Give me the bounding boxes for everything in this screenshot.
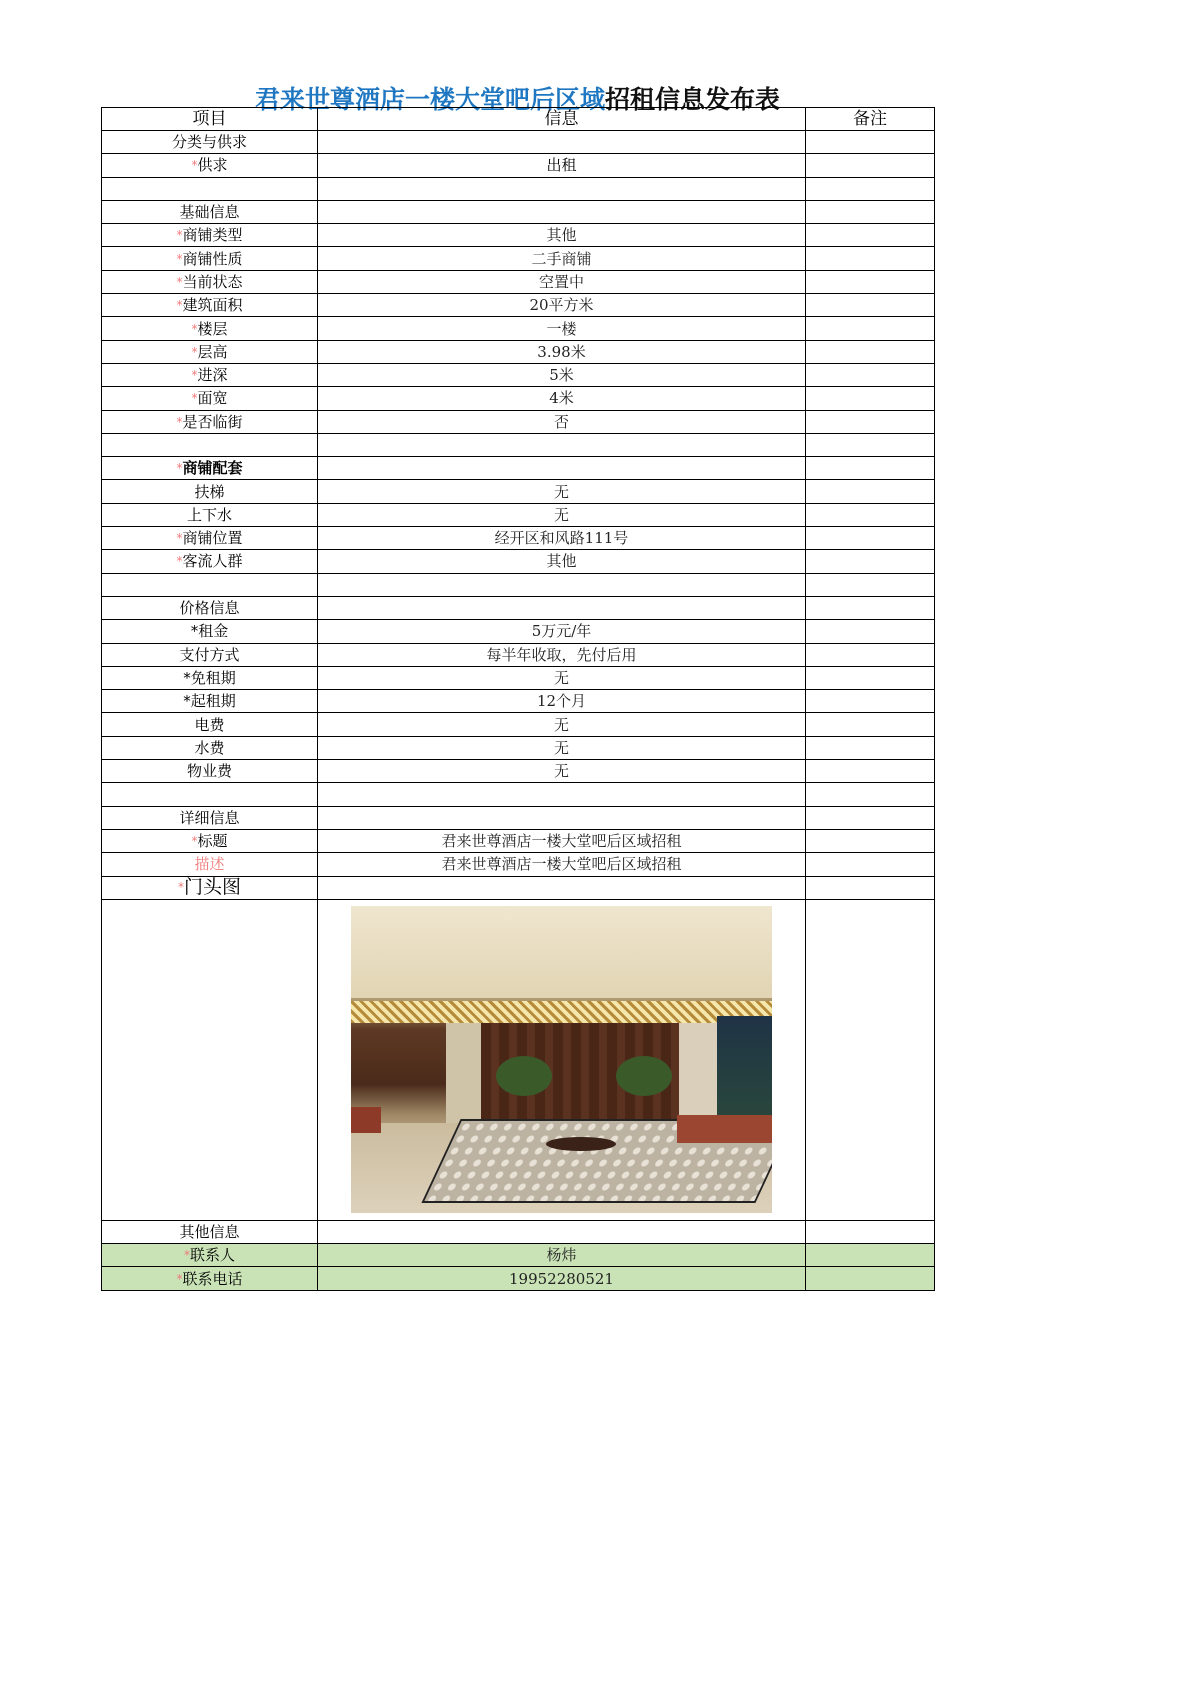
row-label: 是否临街 (182, 412, 243, 431)
photo-ceiling-lattice (351, 1001, 772, 1023)
table-row (102, 247, 935, 270)
row-label: 联系电话 (182, 1269, 243, 1288)
required-asterisk-icon: * (191, 391, 198, 406)
row-label-cell (102, 760, 318, 783)
row-label-cell (102, 433, 318, 456)
required-asterisk-icon: * (191, 834, 198, 849)
row-label: 建筑面积 (182, 296, 243, 315)
row-label-cell (102, 713, 318, 736)
row-note-cell (806, 1244, 935, 1267)
table-row (102, 410, 935, 433)
photo-sofa (677, 1115, 772, 1143)
row-label-cell (102, 340, 318, 363)
row-value-cell: 经开区和风路111号 (318, 527, 806, 550)
row-label-cell (102, 620, 318, 643)
row-label-cell (102, 690, 318, 713)
required-asterisk-icon: * (176, 414, 183, 429)
required-asterisk-icon: * (183, 1248, 190, 1263)
row-note-cell (806, 177, 935, 200)
table-row (102, 363, 935, 386)
table-row (102, 270, 935, 293)
row-label-cell (102, 270, 318, 293)
table-row (102, 177, 935, 200)
table-row (102, 550, 935, 573)
rental-info-table (101, 107, 935, 1291)
table-row (102, 1267, 935, 1290)
row-label-cell (102, 876, 318, 899)
row-value-cell: 5万元/年 (318, 620, 806, 643)
table-row (102, 806, 935, 829)
row-value-cell: 19952280521 (318, 1267, 806, 1290)
row-value-cell (318, 200, 806, 223)
row-value-cell: 无 (318, 760, 806, 783)
table-row (102, 853, 935, 876)
row-label-cell (102, 783, 318, 806)
row-note-cell (806, 317, 935, 340)
row-value-cell: 出租 (318, 154, 806, 177)
row-note-cell (806, 550, 935, 573)
row-note-cell (806, 1267, 935, 1290)
row-note-cell (806, 760, 935, 783)
row-value-cell: 无 (318, 736, 806, 759)
row-label-cell (102, 550, 318, 573)
row-label: 进深 (197, 366, 228, 385)
header-info: 信息 (318, 108, 806, 131)
photo-row (102, 899, 935, 1220)
row-label: 当前状态 (182, 272, 243, 291)
row-note-cell (806, 806, 935, 829)
row-note-cell (806, 433, 935, 456)
row-label: 上下水 (186, 505, 232, 524)
table-row (102, 713, 935, 736)
table-row (102, 1244, 935, 1267)
row-value-cell (318, 433, 806, 456)
row-value-cell: 杨炜 (318, 1244, 806, 1267)
table-row (102, 387, 935, 410)
row-value-cell (318, 1220, 806, 1243)
row-label: 描述 (194, 855, 225, 874)
required-asterisk-icon: * (191, 368, 198, 383)
table-row (102, 573, 935, 596)
required-asterisk-icon: * (191, 321, 198, 336)
row-label: 支付方式 (179, 645, 240, 664)
row-note-cell (806, 620, 935, 643)
row-label-cell (102, 1267, 318, 1290)
row-label: *免租期 (183, 668, 236, 687)
row-value-cell: 无 (318, 480, 806, 503)
row-label: 其他信息 (179, 1222, 240, 1241)
row-value-cell: 每半年收取，先付后用 (318, 643, 806, 666)
row-note-cell (806, 480, 935, 503)
row-note-cell (806, 596, 935, 619)
table-row (102, 666, 935, 689)
row-label: 楼层 (197, 319, 228, 338)
header-item: 项目 (102, 108, 318, 131)
table-row (102, 317, 935, 340)
table-row (102, 1220, 935, 1243)
row-value-cell: 无 (318, 713, 806, 736)
row-label-cell (102, 480, 318, 503)
row-label-cell (102, 829, 318, 852)
row-label-cell (102, 457, 318, 480)
row-label: 水费 (194, 738, 225, 757)
photo-label-cell (102, 899, 318, 1220)
required-asterisk-icon: * (176, 228, 183, 243)
table-row (102, 736, 935, 759)
row-note-cell (806, 363, 935, 386)
table-header-row (102, 108, 935, 131)
row-label-cell (102, 387, 318, 410)
required-asterisk-icon: * (176, 461, 183, 476)
table-row (102, 783, 935, 806)
row-label: 标题 (197, 832, 228, 851)
row-value-cell: 否 (318, 410, 806, 433)
header-note: 备注 (806, 108, 935, 131)
row-label: 商铺位置 (182, 529, 243, 548)
row-label-cell (102, 363, 318, 386)
row-value-cell: 其他 (318, 550, 806, 573)
row-label: 分类与供求 (171, 133, 247, 152)
row-note-cell (806, 527, 935, 550)
required-asterisk-icon: * (176, 298, 183, 313)
photo-ceiling (351, 906, 772, 998)
row-value-cell (318, 457, 806, 480)
photo-cell (318, 899, 806, 1220)
row-note-cell (806, 643, 935, 666)
required-asterisk-icon: * (191, 158, 198, 173)
row-label-cell (102, 154, 318, 177)
row-note-cell (806, 457, 935, 480)
row-value-cell: 3.98米 (318, 340, 806, 363)
table-row (102, 760, 935, 783)
row-value-cell (318, 876, 806, 899)
table-row (102, 503, 935, 526)
row-value-cell: 空置中 (318, 270, 806, 293)
row-label: 层高 (197, 342, 228, 361)
row-label: 客流人群 (182, 552, 243, 571)
row-note-cell (806, 713, 935, 736)
table-row (102, 876, 935, 899)
title-black-part: 招租信息发布表 (605, 85, 781, 114)
table-row (102, 154, 935, 177)
row-value-cell: 20平方米 (318, 294, 806, 317)
row-value-cell: 无 (318, 666, 806, 689)
table-row (102, 294, 935, 317)
row-note-cell (806, 736, 935, 759)
row-note-cell (806, 387, 935, 410)
required-asterisk-icon: * (176, 531, 183, 546)
row-note-cell (806, 247, 935, 270)
row-label-cell (102, 503, 318, 526)
row-label-cell (102, 736, 318, 759)
row-label: 面宽 (197, 389, 228, 408)
required-asterisk-icon: * (177, 880, 184, 895)
row-value-cell (318, 596, 806, 619)
row-value-cell (318, 177, 806, 200)
row-label: 商铺性质 (182, 249, 243, 268)
row-label: 供求 (197, 156, 228, 175)
row-value-cell: 5米 (318, 363, 806, 386)
row-label: 基础信息 (179, 203, 240, 222)
row-label-cell (102, 317, 318, 340)
row-note-cell (806, 573, 935, 596)
row-label: *起租期 (183, 692, 236, 711)
row-value-cell: 君来世尊酒店一楼大堂吧后区域招租 (318, 853, 806, 876)
row-label: 详细信息 (179, 808, 240, 827)
required-asterisk-icon: * (176, 274, 183, 289)
table-row (102, 433, 935, 456)
photo-sofa (351, 1107, 381, 1133)
row-note-cell (806, 270, 935, 293)
row-label-cell (102, 294, 318, 317)
table-row (102, 596, 935, 619)
table-row (102, 643, 935, 666)
row-note-cell (806, 829, 935, 852)
table-row (102, 457, 935, 480)
row-note-cell (806, 666, 935, 689)
row-value-cell: 4米 (318, 387, 806, 410)
row-value-cell (318, 806, 806, 829)
row-value-cell: 其他 (318, 224, 806, 247)
required-asterisk-icon: * (176, 1271, 183, 1286)
row-note-cell (806, 340, 935, 363)
row-label-cell (102, 1244, 318, 1267)
row-label-cell (102, 131, 318, 154)
row-value-cell: 无 (318, 503, 806, 526)
row-label-cell (102, 527, 318, 550)
row-note-cell (806, 876, 935, 899)
row-note-cell (806, 294, 935, 317)
row-note-cell (806, 224, 935, 247)
table-row (102, 527, 935, 550)
row-note-cell (806, 200, 935, 223)
row-note-cell (806, 690, 935, 713)
table-row (102, 620, 935, 643)
row-note-cell (806, 503, 935, 526)
row-note-cell (806, 1220, 935, 1243)
row-value-cell: 12个月 (318, 690, 806, 713)
row-note-cell (806, 853, 935, 876)
row-label: 扶梯 (194, 482, 225, 501)
row-label-cell (102, 596, 318, 619)
row-label-cell (102, 200, 318, 223)
table-row (102, 224, 935, 247)
row-label-cell (102, 853, 318, 876)
row-value-cell (318, 131, 806, 154)
storefront-photo (351, 906, 772, 1213)
table-row (102, 829, 935, 852)
row-label-cell (102, 247, 318, 270)
row-label-cell (102, 806, 318, 829)
table-row (102, 480, 935, 503)
title-blue-part: 君来世尊酒店一楼大堂吧后区域 (254, 85, 605, 114)
required-asterisk-icon: * (176, 251, 183, 266)
row-value-cell: 二手商铺 (318, 247, 806, 270)
row-value-cell: 君来世尊酒店一楼大堂吧后区域招租 (318, 829, 806, 852)
row-label: *租金 (190, 622, 229, 641)
row-value-cell (318, 783, 806, 806)
required-asterisk-icon: * (191, 344, 198, 359)
table-row (102, 340, 935, 363)
row-label: 联系人 (189, 1246, 235, 1265)
table-row (102, 131, 935, 154)
row-label-cell (102, 177, 318, 200)
row-value-cell (318, 573, 806, 596)
row-label-cell (102, 643, 318, 666)
row-label: 门头图 (183, 876, 241, 899)
table-row (102, 690, 935, 713)
row-label-cell (102, 410, 318, 433)
row-label: 物业费 (186, 762, 232, 781)
row-label-cell (102, 1220, 318, 1243)
row-label: 价格信息 (179, 599, 240, 618)
row-note-cell (806, 410, 935, 433)
row-label: 电费 (194, 715, 225, 734)
row-label-cell (102, 573, 318, 596)
row-note-cell (806, 154, 935, 177)
row-label-cell (102, 666, 318, 689)
table-row (102, 200, 935, 223)
row-note-cell (806, 783, 935, 806)
row-label: 商铺配套 (182, 459, 243, 478)
photo-note-cell (806, 899, 935, 1220)
row-label: 商铺类型 (182, 226, 243, 245)
required-asterisk-icon: * (176, 554, 183, 569)
row-label-cell (102, 224, 318, 247)
row-value-cell: 一楼 (318, 317, 806, 340)
row-note-cell (806, 131, 935, 154)
